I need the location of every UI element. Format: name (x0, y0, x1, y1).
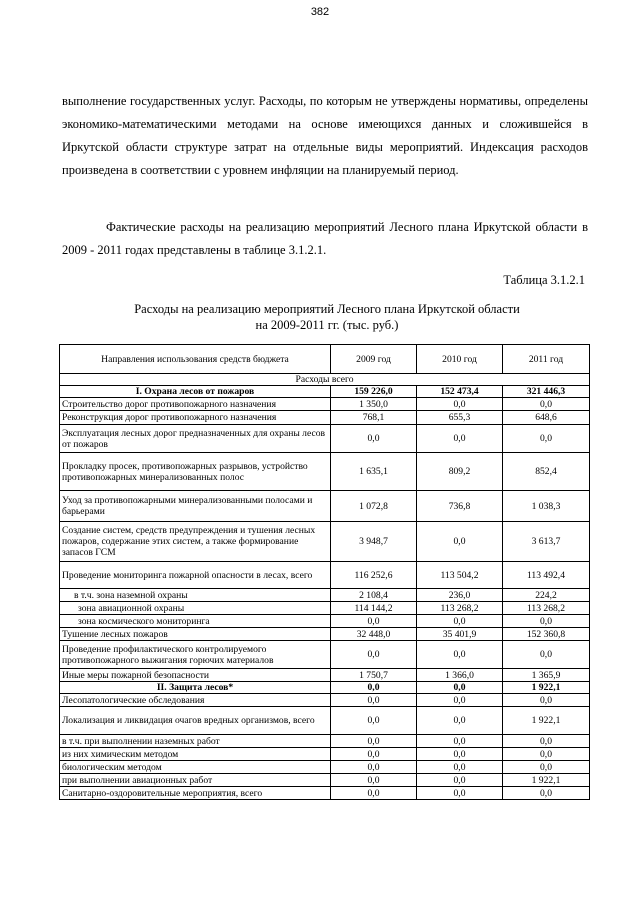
row-label: I. Охрана лесов от пожаров (60, 386, 331, 398)
row-value-2009: 3 948,7 (331, 522, 417, 562)
row-value-2010: 0,0 (417, 522, 503, 562)
row-value-2009: 1 750,7 (331, 669, 417, 682)
row-value-2010: 113 504,2 (417, 562, 503, 589)
header-2010: 2010 год (417, 345, 503, 374)
row-value-2011: 0,0 (503, 615, 590, 628)
row-value-2011: 1 922,1 (503, 682, 590, 694)
row-value-2010: 809,2 (417, 453, 503, 491)
row-label: в т.ч. зона наземной охраны (60, 589, 331, 602)
row-value-2009: 1 072,8 (331, 491, 417, 522)
row-value-2011: 1 922,1 (503, 774, 590, 787)
row-value-2011: 648,6 (503, 411, 590, 425)
table-row (60, 774, 590, 787)
table-title (60, 301, 594, 333)
table-label: Таблица 3.1.2.1 (503, 273, 585, 287)
row-value-2009: 0,0 (331, 748, 417, 761)
table-row (60, 562, 590, 589)
row-label: Строительство дорог противопожарного назначения (60, 398, 331, 411)
row-label: при выполнении авиационных работ (60, 774, 331, 787)
row-label: Тушение лесных пожаров (60, 628, 331, 641)
row-value-2009: 0,0 (331, 735, 417, 748)
row-value-2009: 2 108,4 (331, 589, 417, 602)
row-label: Эксплуатация лесных дорог предназначенных для охраны лесов от пожаров (60, 425, 331, 453)
row-value-2011: 1 365,9 (503, 669, 590, 682)
row-value-2010: 0,0 (417, 615, 503, 628)
row-label: Прокладку просек, противопожарных разрывов, устройство противопожарных минерализованных полос (60, 453, 331, 491)
row-value-2011: 852,4 (503, 453, 590, 491)
row-value-2010: 0,0 (417, 707, 503, 735)
row-value-2011: 152 360,8 (503, 628, 590, 641)
row-value-2009: 0,0 (331, 694, 417, 707)
row-value-2010: 0,0 (417, 774, 503, 787)
row-value-2010: 1 366,0 (417, 669, 503, 682)
row-value-2010: 736,8 (417, 491, 503, 522)
row-value-2010: 0,0 (417, 787, 503, 800)
row-value-2009: 1 350,0 (331, 398, 417, 411)
row-value-2009: 114 144,2 (331, 602, 417, 615)
row-label: Лесопатологические обследования (60, 694, 331, 707)
table-row (60, 761, 590, 774)
row-label: зона авиационной охраны (60, 602, 331, 615)
row-value-2011: 321 446,3 (503, 386, 590, 398)
row-value-2009: 0,0 (331, 641, 417, 669)
row-value-2011: 1 922,1 (503, 707, 590, 735)
row-value-2011: 0,0 (503, 761, 590, 774)
row-value-2011: 0,0 (503, 748, 590, 761)
row-label: в т.ч. при выполнении наземных работ (60, 735, 331, 748)
row-value-2010: 0,0 (417, 641, 503, 669)
table-row (60, 398, 590, 411)
row-value-2011: 0,0 (503, 425, 590, 453)
header-direction: Направления использования средств бюджета (60, 345, 331, 374)
row-label: II. Защита лесов* (60, 682, 331, 694)
row-value-2009: 32 448,0 (331, 628, 417, 641)
table-subheader-row (60, 374, 590, 386)
table-row (60, 682, 590, 694)
row-value-2011: 0,0 (503, 398, 590, 411)
row-value-2010: 655,3 (417, 411, 503, 425)
table-row (60, 707, 590, 735)
row-value-2011: 0,0 (503, 735, 590, 748)
table-row (60, 641, 590, 669)
row-value-2011: 113 492,4 (503, 562, 590, 589)
table-row (60, 615, 590, 628)
row-value-2010: 0,0 (417, 425, 503, 453)
table-row (60, 787, 590, 800)
table-header-row (60, 345, 590, 374)
row-value-2011: 224,2 (503, 589, 590, 602)
table-row (60, 694, 590, 707)
row-value-2009: 0,0 (331, 425, 417, 453)
row-value-2010: 35 401,9 (417, 628, 503, 641)
expenses-table (59, 344, 590, 800)
table-row (60, 425, 590, 453)
row-value-2011: 113 268,2 (503, 602, 590, 615)
row-label: Создание систем, средств предупреждения и тушения лесных пожаров, содержание этих систем, а также формирование запасов ГСМ (60, 522, 331, 562)
row-value-2011: 3 613,7 (503, 522, 590, 562)
table-row (60, 735, 590, 748)
row-value-2009: 0,0 (331, 774, 417, 787)
row-value-2009: 0,0 (331, 615, 417, 628)
table-row (60, 411, 590, 425)
row-value-2010: 113 268,2 (417, 602, 503, 615)
paragraph-expenses: Фактические расходы на реализацию мероприятий Лесного плана Иркутской области в 2009 - 2011 годах представлены в таблице 3.1.2.1. (62, 220, 588, 257)
header-2011: 2011 год (503, 345, 590, 374)
row-value-2011: 0,0 (503, 641, 590, 669)
table-row (60, 453, 590, 491)
row-value-2010: 0,0 (417, 748, 503, 761)
row-value-2009: 768,1 (331, 411, 417, 425)
row-value-2010: 0,0 (417, 398, 503, 411)
row-value-2009: 0,0 (331, 761, 417, 774)
row-label: зона космического мониторинга (60, 615, 331, 628)
row-value-2010: 0,0 (417, 682, 503, 694)
subheader-total: Расходы всего (60, 374, 590, 386)
table-row (60, 589, 590, 602)
header-2009: 2009 год (331, 345, 417, 374)
row-value-2009: 0,0 (331, 682, 417, 694)
row-value-2009: 159 226,0 (331, 386, 417, 398)
row-label: Иные меры пожарной безопасности (60, 669, 331, 682)
row-value-2009: 0,0 (331, 787, 417, 800)
row-label: биологическим методом (60, 761, 331, 774)
paragraph-intro: выполнение государственных услуг. Расходы, по которым не утверждены нормативы, определены экономико-математическими методами на основе имеющихся данных и сложившейся в Иркутской области структуре затрат на отдельные виды мероприятий. Индексация расходов произведена в соответствии с уровнем инфляции на планируемый период. (62, 94, 588, 177)
table-row (60, 522, 590, 562)
row-label: Локализация и ликвидация очагов вредных организмов, всего (60, 707, 331, 735)
row-value-2010: 0,0 (417, 761, 503, 774)
table-row (60, 669, 590, 682)
row-value-2009: 0,0 (331, 707, 417, 735)
page-number: 382 (310, 6, 330, 18)
row-label: Уход за противопожарными минерализованными полосами и барьерами (60, 491, 331, 522)
row-value-2010: 236,0 (417, 589, 503, 602)
row-value-2011: 0,0 (503, 787, 590, 800)
row-value-2009: 116 252,6 (331, 562, 417, 589)
row-label: из них химическим методом (60, 748, 331, 761)
table-row (60, 628, 590, 641)
row-value-2011: 1 038,3 (503, 491, 590, 522)
row-label: Проведение мониторинга пожарной опасности в лесах, всего (60, 562, 331, 589)
table-row (60, 748, 590, 761)
table-title-line2: на 2009-2011 гг. (тыс. руб.) (255, 318, 399, 332)
row-label: Проведение профилактического контролируемого противопожарного выжигания горючих материалов (60, 641, 331, 669)
row-value-2011: 0,0 (503, 694, 590, 707)
row-value-2010: 0,0 (417, 735, 503, 748)
row-value-2010: 0,0 (417, 694, 503, 707)
row-label: Реконструкция дорог противопожарного назначения (60, 411, 331, 425)
table-row (60, 602, 590, 615)
row-label: Санитарно-оздоровительные мероприятия, всего (60, 787, 331, 800)
table-row (60, 386, 590, 398)
table-row (60, 491, 590, 522)
row-value-2009: 1 635,1 (331, 453, 417, 491)
row-value-2010: 152 473,4 (417, 386, 503, 398)
table-title-line1: Расходы на реализацию мероприятий Лесного плана Иркутской области (134, 302, 520, 316)
